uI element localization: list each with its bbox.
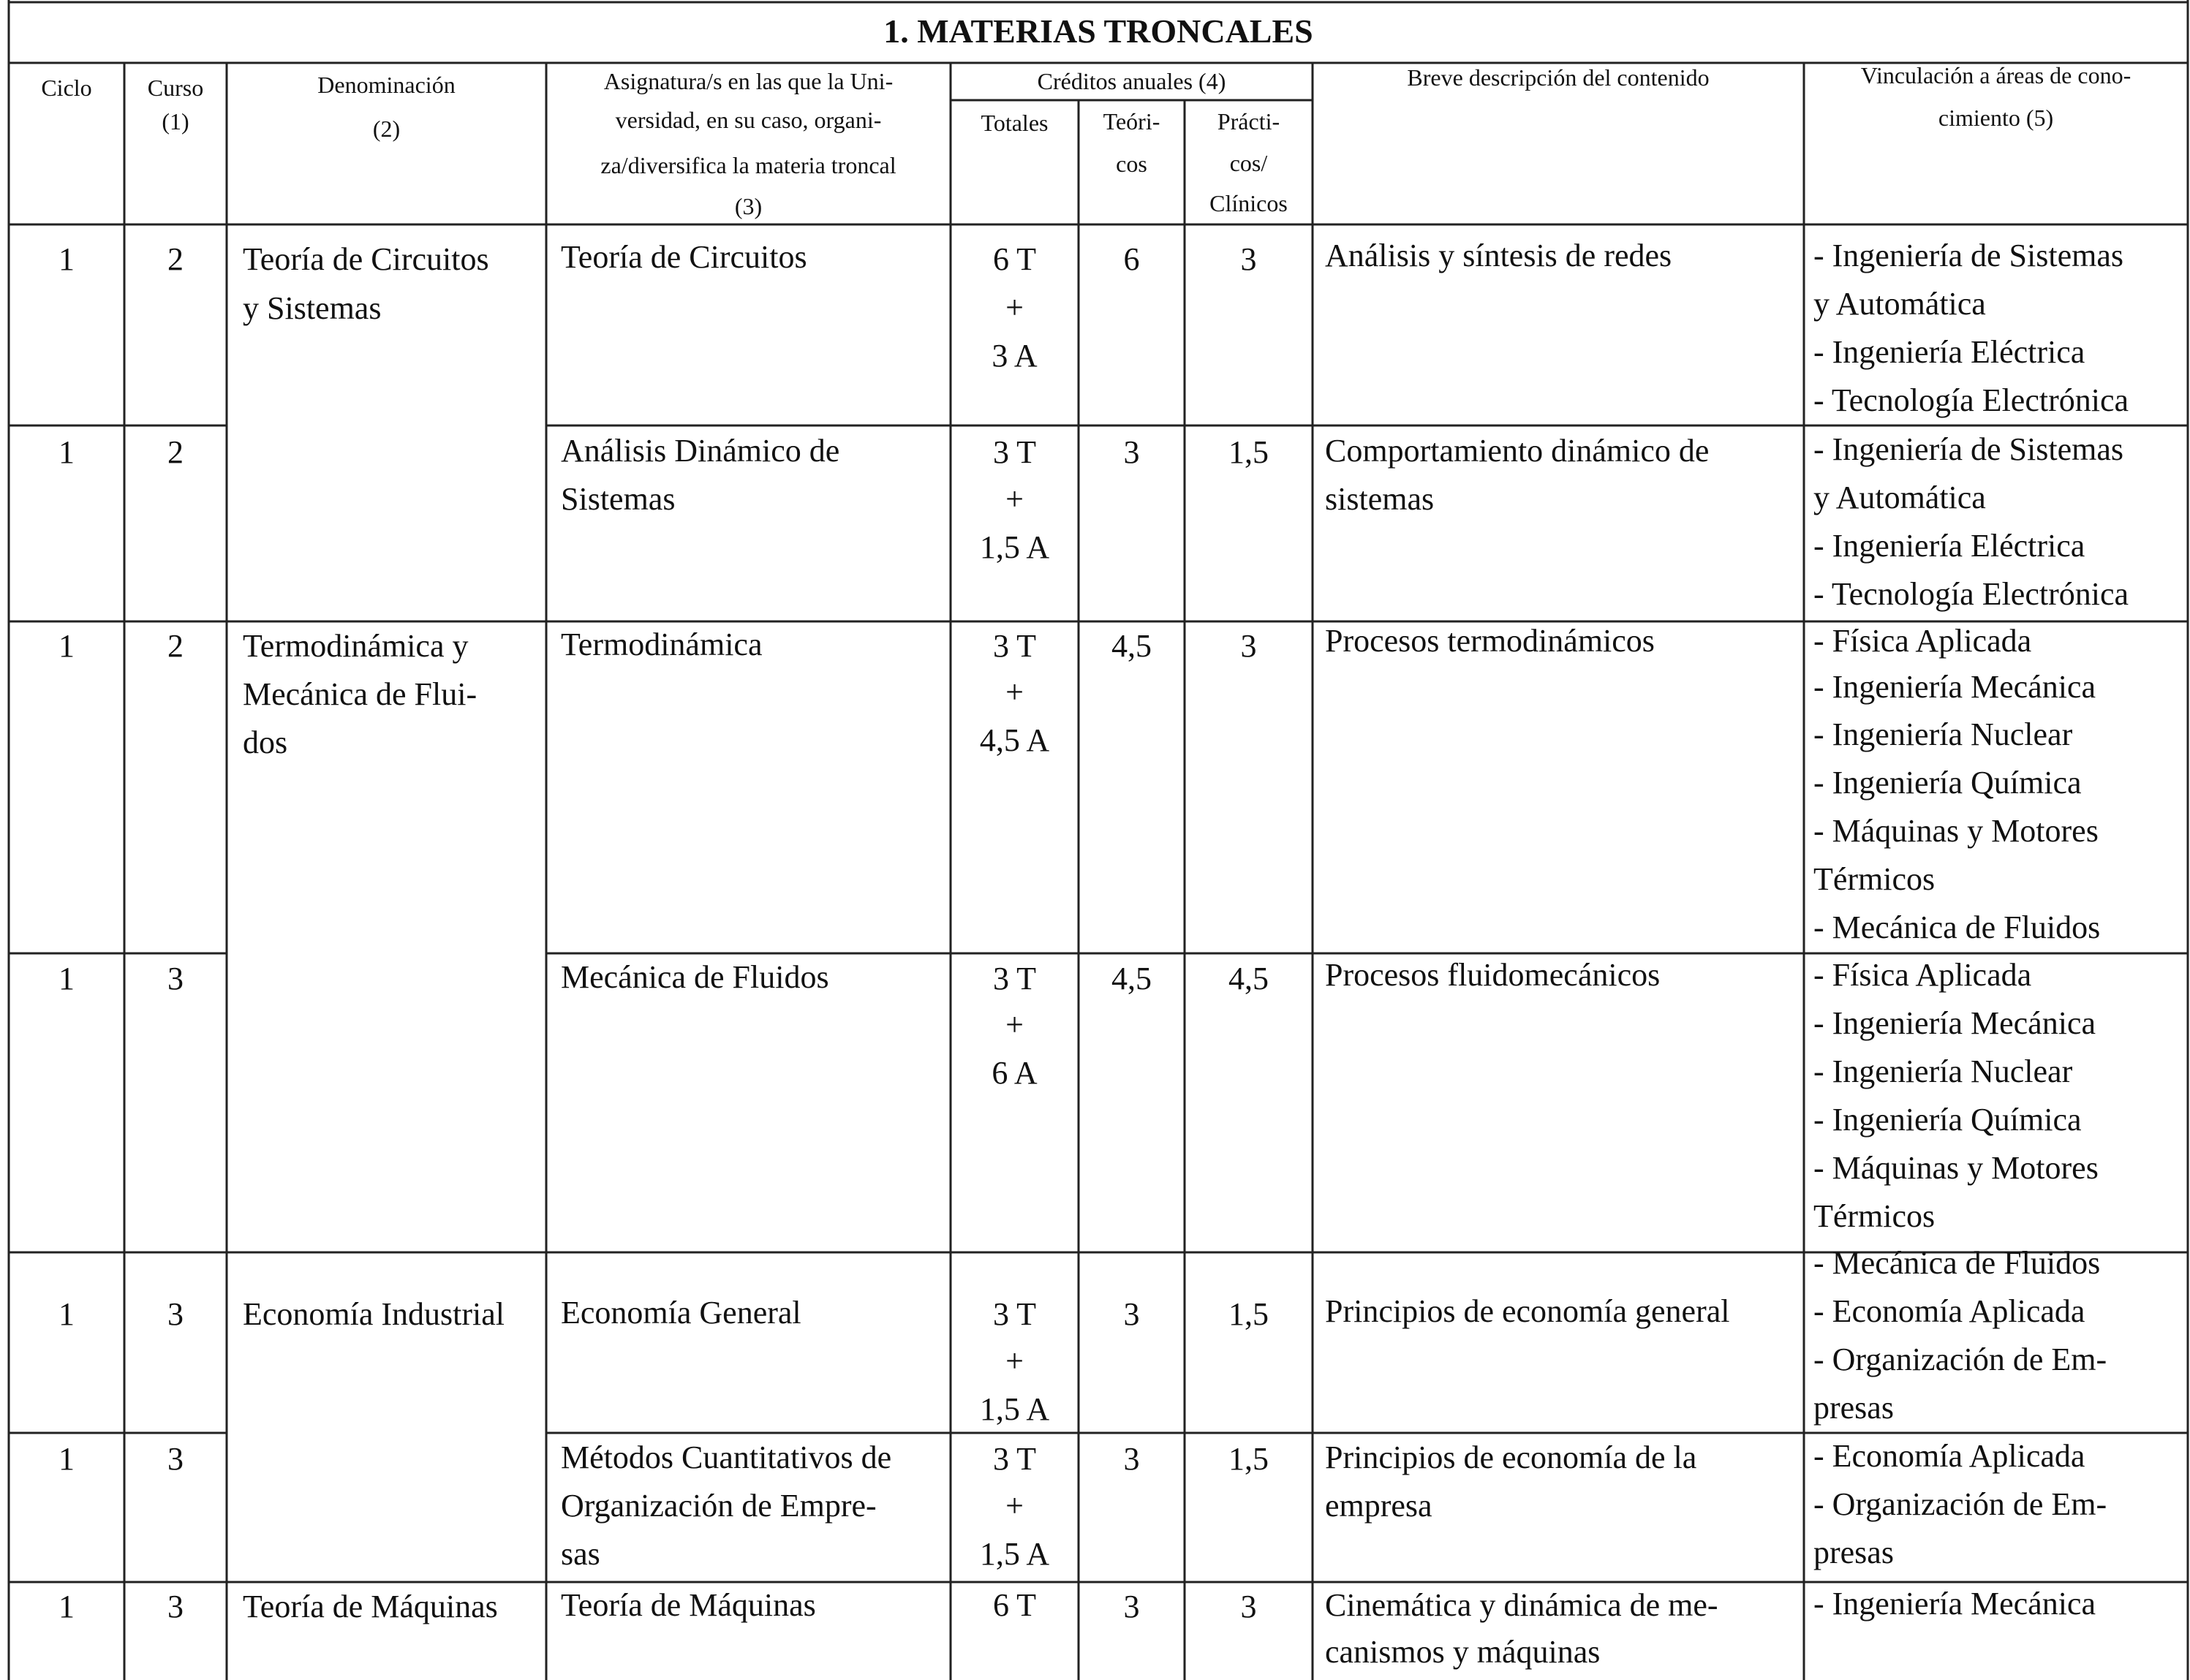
cell-practicos: 1,5	[1228, 434, 1269, 470]
cell-teoricos: 3	[1123, 1296, 1140, 1332]
cell-totales: 3 T	[992, 628, 1037, 664]
cell-vinculacion: - Ingeniería Mecánica	[1813, 1005, 2096, 1041]
cell-vinculacion: - Economía Aplicada	[1813, 1438, 2085, 1474]
header-asignatura-line4: (3)	[734, 193, 763, 219]
cell-practicos: 3	[1240, 628, 1257, 664]
header-asignatura-line3: za/diversifica la materia troncal	[600, 152, 896, 178]
cell-totales: 1,5 A	[979, 1536, 1050, 1572]
cell-curso: 3	[167, 1296, 184, 1332]
cell-totales: 3 T	[992, 1441, 1037, 1477]
cell-totales: 3 A	[992, 338, 1038, 374]
header-asignatura-line1: Asignatura/s en las que la Uni-	[603, 68, 894, 94]
cell-asignatura: Sistemas	[561, 481, 676, 517]
cell-vinculacion: - Mecánica de Fluidos	[1813, 1245, 2101, 1281]
cell-descripcion: Procesos fluidomecánicos	[1325, 957, 1661, 993]
cell-descripcion: Principios de economía de la	[1325, 1439, 1697, 1475]
cell-vinculacion: - Ingeniería Eléctrica	[1813, 334, 2085, 370]
cell-vinculacion: - Ingeniería Química	[1813, 1102, 2082, 1138]
cell-ciclo: 1	[58, 434, 75, 470]
cell-practicos: 1,5	[1228, 1296, 1269, 1332]
cell-totales: +	[1005, 674, 1024, 710]
cell-vinculacion: - Ingeniería Nuclear	[1813, 716, 2073, 752]
header-curso: Curso	[147, 75, 204, 101]
cell-totales: +	[1005, 290, 1024, 325]
cell-curso: 3	[167, 1441, 184, 1477]
cell-totales: 1,5 A	[979, 1391, 1050, 1427]
header-teoricos: Teóri-	[1103, 108, 1160, 135]
cell-totales: +	[1005, 1007, 1024, 1043]
header-curso-note: (1)	[162, 108, 189, 135]
cell-descripcion: Análisis y síntesis de redes	[1325, 238, 1672, 273]
cell-descripcion: empresa	[1325, 1488, 1432, 1524]
cell-curso: 2	[167, 628, 184, 664]
header-asignatura-line2: versidad, en su caso, organi-	[615, 107, 882, 133]
cell-vinculacion: - Física Aplicada	[1813, 623, 2032, 659]
cell-asignatura: sas	[561, 1536, 600, 1572]
cell-vinculacion: y Automática	[1813, 480, 1986, 515]
header-descripcion: Breve descripción del contenido	[1407, 64, 1710, 91]
cell-totales: 3 T	[992, 434, 1037, 470]
cell-vinculacion: presas	[1813, 1535, 1894, 1570]
cell-asignatura: Teoría de Circuitos	[561, 239, 807, 275]
cell-vinculacion: - Ingeniería Mecánica	[1813, 669, 2096, 705]
cell-teoricos: 4,5	[1111, 628, 1152, 664]
header-creditos: Créditos anuales (4)	[1037, 68, 1226, 94]
cell-totales: 4,5 A	[979, 722, 1050, 758]
cell-vinculacion: - Ingeniería Química	[1813, 765, 2082, 801]
cell-teoricos: 4,5	[1111, 961, 1152, 996]
materia-denominacion: Economía Industrial	[243, 1296, 505, 1332]
cell-vinculacion: - Ingeniería Mecánica	[1813, 1586, 2096, 1622]
cell-teoricos: 3	[1123, 1441, 1140, 1477]
materia-denominacion: dos	[243, 724, 288, 760]
table-title: 1. MATERIAS TRONCALES	[883, 12, 1313, 50]
cell-totales: +	[1005, 481, 1024, 517]
cell-teoricos: 3	[1123, 1589, 1140, 1624]
materia-denominacion: Teoría de Circuitos	[243, 241, 489, 277]
cell-ciclo: 1	[58, 961, 75, 996]
cell-totales: 6 A	[992, 1055, 1038, 1091]
cell-curso: 2	[167, 241, 184, 277]
cell-totales: 3 T	[992, 1296, 1037, 1332]
header-vinculacion-2: cimiento (5)	[1938, 105, 2054, 131]
cell-vinculacion: - Ingeniería Eléctrica	[1813, 528, 2085, 564]
cell-totales: 6 T	[992, 241, 1037, 277]
cell-teoricos: 6	[1123, 241, 1140, 277]
cell-asignatura: Termodinámica	[561, 627, 763, 662]
cell-teoricos: 3	[1123, 434, 1140, 470]
cell-curso: 2	[167, 434, 184, 470]
cell-vinculacion: - Máquinas y Motores	[1813, 1150, 2099, 1186]
cell-curso: 3	[167, 1589, 184, 1624]
cell-ciclo: 1	[58, 628, 75, 664]
cell-vinculacion: Térmicos	[1813, 1198, 1936, 1234]
header-ciclo: Ciclo	[41, 75, 92, 101]
cell-vinculacion: - Organización de Em-	[1813, 1486, 2107, 1522]
cell-totales: +	[1005, 1343, 1024, 1379]
header-practicos-3: Clínicos	[1209, 190, 1288, 216]
cell-descripcion: Cinemática y dinámica de me-	[1325, 1587, 1718, 1623]
cell-vinculacion: - Organización de Em-	[1813, 1342, 2107, 1377]
cell-ciclo: 1	[58, 241, 75, 277]
cell-vinculacion: - Tecnología Electrónica	[1813, 382, 2129, 418]
cell-totales: +	[1005, 1488, 1024, 1524]
cell-practicos: 3	[1240, 241, 1257, 277]
cell-asignatura: Organización de Empre-	[561, 1488, 877, 1524]
cell-ciclo: 1	[58, 1296, 75, 1332]
cell-totales: 6 T	[992, 1587, 1037, 1623]
header-denominacion-note: (2)	[372, 116, 401, 142]
cell-descripcion: Principios de economía general	[1325, 1293, 1730, 1329]
cell-asignatura: Mecánica de Fluidos	[561, 959, 829, 995]
cell-vinculacion: - Física Aplicada	[1813, 957, 2032, 993]
cell-vinculacion: - Mecánica de Fluidos	[1813, 909, 2101, 945]
cell-vinculacion: - Ingeniería de Sistemas	[1813, 238, 2123, 273]
materia-denominacion: Teoría de Máquinas	[243, 1589, 498, 1624]
cell-practicos: 3	[1240, 1589, 1257, 1624]
materia-denominacion: Mecánica de Flui-	[243, 676, 477, 712]
cell-totales: 1,5 A	[979, 529, 1050, 565]
header-totales: Totales	[981, 110, 1049, 136]
materia-denominacion: y Sistemas	[243, 290, 382, 326]
cell-curso: 3	[167, 961, 184, 996]
cell-descripcion: sistemas	[1325, 481, 1435, 517]
cell-vinculacion: - Economía Aplicada	[1813, 1293, 2085, 1329]
header-practicos-2: cos/	[1229, 150, 1268, 176]
materia-denominacion: Termodinámica y	[243, 628, 469, 664]
cell-descripcion: Procesos termodinámicos	[1325, 623, 1655, 659]
cell-vinculacion: Térmicos	[1813, 861, 1936, 897]
cell-vinculacion: - Ingeniería de Sistemas	[1813, 431, 2123, 467]
cell-vinculacion: - Ingeniería Nuclear	[1813, 1053, 2073, 1089]
cell-ciclo: 1	[58, 1589, 75, 1624]
cell-vinculacion: y Automática	[1813, 286, 1986, 322]
header-vinculacion: Vinculación a áreas de cono-	[1860, 62, 2132, 88]
cell-vinculacion: - Tecnología Electrónica	[1813, 576, 2129, 612]
cell-descripcion: Comportamiento dinámico de	[1325, 433, 1710, 469]
cell-vinculacion: presas	[1813, 1390, 1894, 1426]
cell-practicos: 4,5	[1228, 961, 1269, 996]
cell-practicos: 1,5	[1228, 1441, 1269, 1477]
header-denominacion: Denominación	[317, 72, 456, 98]
cell-asignatura: Análisis Dinámico de	[561, 433, 840, 469]
cell-descripcion: canismos y máquinas	[1325, 1634, 1601, 1670]
cell-asignatura: Teoría de Máquinas	[561, 1587, 816, 1623]
cell-vinculacion: - Máquinas y Motores	[1813, 813, 2099, 849]
cell-ciclo: 1	[58, 1441, 75, 1477]
cell-totales: 3 T	[992, 961, 1037, 996]
header-practicos: Prácti-	[1217, 108, 1280, 135]
header-teoricos-2: cos	[1116, 151, 1147, 177]
cell-asignatura: Economía General	[561, 1295, 801, 1331]
cell-asignatura: Métodos Cuantitativos de	[561, 1439, 892, 1475]
